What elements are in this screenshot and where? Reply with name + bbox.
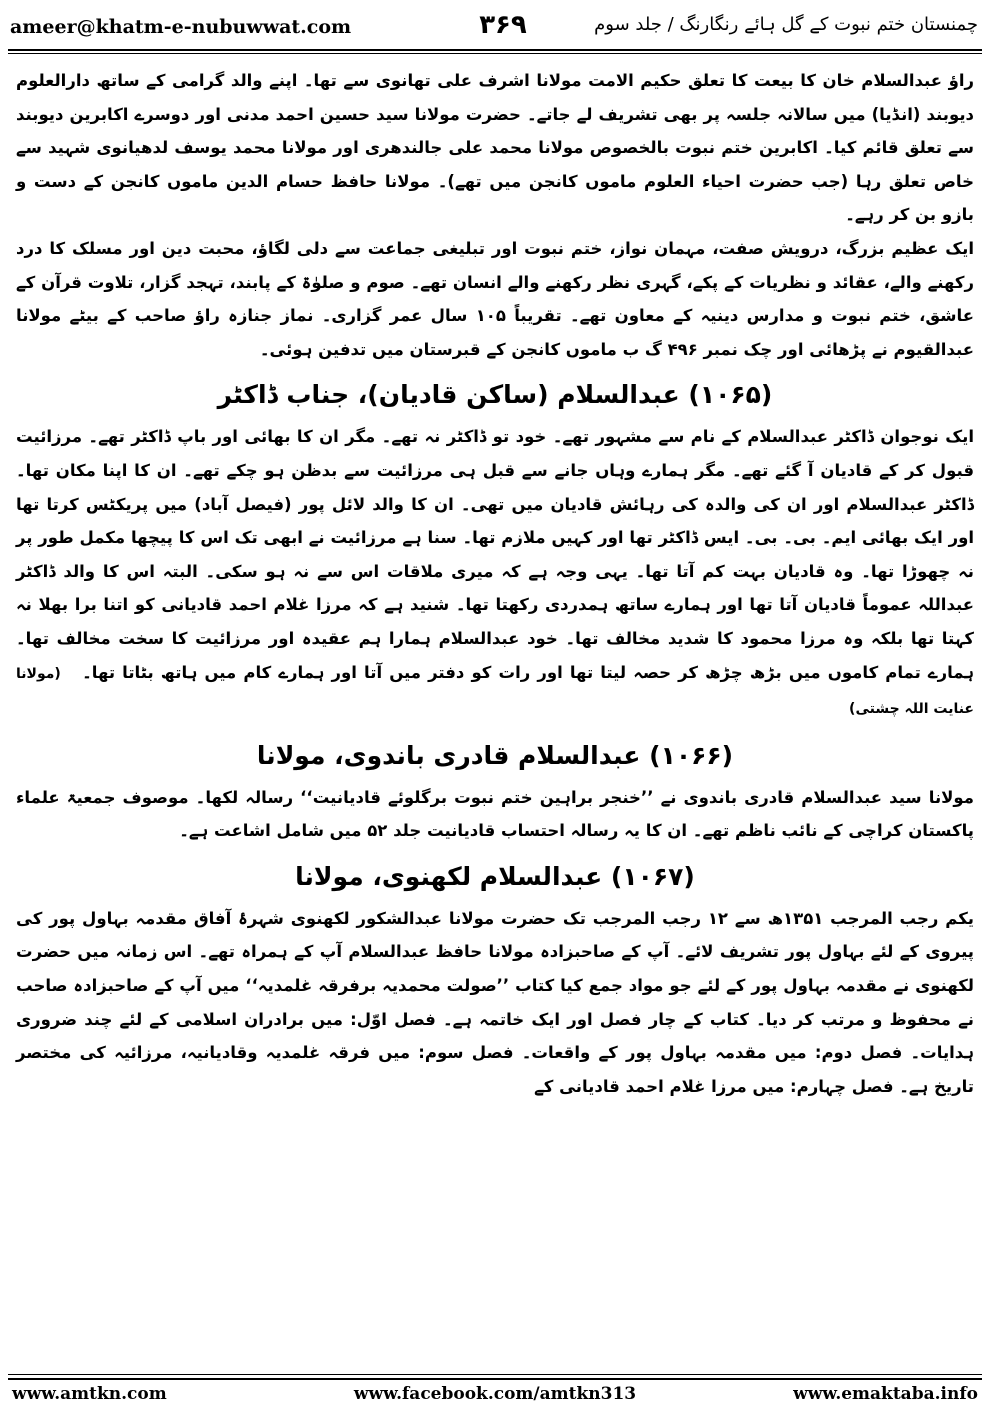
page-body [16,64,974,1103]
book-title: چمنستان ختم نبوت کے گل ہائے رنگارنگ / جلد سوم [594,14,978,35]
header-divider-thin [8,53,982,54]
paragraph-text: ایک نوجوان ڈاکٹر عبدالسلام کے نام سے مشہور تھے۔ خود تو ڈاکٹر نہ تھے۔ مگر ان کا بھائی اور باپ ڈاکٹر تھے۔ مرزائیت قبول کر کے قادیان آ گئے تھے۔ مگر ہمارے وہاں جانے سے قبل ہی مرزائیت سے بدظن ہو چکے تھے۔ ان کا اپنا مکان تھا۔ ڈاکٹر عبدالسلام اور ان کی والدہ کی رہائش قادیان میں تھی۔ ان کا والد لائل پور (فیصل آباد) میں پریکٹس کرتا تھا اور ایک بھائی ایم۔ بی۔ بی۔ ایس ڈاکٹر تھا اور کہیں ملازم تھا۔ سنا ہے مرزائیت نے ابھی تک اس کا پیچھا مکمل طور پر نہ چھوڑا تھا۔ وہ قادیان بہت کم آتا تھا۔ یہی وجہ ہے کہ میری ملاقات اس سے نہ ہو سکی۔ البتہ اس کا والد ڈاکٹر عبداللہ عموماً قادیان آتا تھا اور ہمارے ساتھ ہمدردی رکھتا تھا۔ شنید ہے کہ مرزا غلام احمد قادیانی کو اتنا برا بھلا نہ کہتا تھا بلکہ وہ مرزا محمود کا شدید مخالف تھا۔ خود عبدالسلام ہمارا ہم عقیدہ اور مرزائیت کا سخت مخالف تھا۔ ہمارے تمام کاموں میں بڑھ چڑھ کر حصہ لیتا تھا اور رات کو دفتر میں آتا اور ہمارے کام میں ہاتھ بٹاتا تھا۔ [16,427,975,682]
paragraph-dr-abdussalam-qadian [16,420,974,726]
page-header [8,8,982,46]
page-number: ۳۶۹ [479,10,527,40]
page-footer [8,1384,982,1414]
paragraph-abdussalam-lakhnavi: یکم رجب المرجب ۱۳۵۱ھ سے ۱۲ رجب المرجب تک حضرت مولانا عبدالشکور لکھنوی شہرۂ آفاق مقدمہ بہاول پور کی پیروی کے لئے بہاول پور تشریف لائے۔ آپ کے صاحبزادہ مولانا حافظ عبدالسلام آپ کے ہمراہ تھے۔ اس زمانہ میں حضرت لکھنوی نے مقدمہ بہاول پور کے لئے جو مواد جمع کیا کتاب ’’صولت محمدیہ برفرقہ غلمدیہ‘‘ میں آپ کے صاحبزادہ صاحب نے محفوظ و مرتب کر دیا۔ کتاب کے چار فصل اور ایک خاتمہ ہے۔ فصل اوّل: میں برادران اسلامی کے لئے چند ضروری ہدایات۔ فصل دوم: میں مقدمہ بہاول پور کے واقعات۔ فصل سوم: میں فرقہ غلمدیہ وقادیانیہ، مرزائیہ کی مختصر تاریخ ہے۔ فصل چہارم: میں مرزا غلام احمد قادیانی کے [16,908,974,1096]
footer-link-amtkn[interactable]: www.amtkn.com [12,1384,167,1404]
footer-link-emaktaba[interactable]: www.emaktaba.info [793,1384,978,1404]
paragraph-abdussalam-qadri-bandvi: مولانا سید عبدالسلام قادری باندوی نے ’’خنجر براہین ختم نبوت برگلوئے قادیانیت‘‘ رسالہ لکھا۔ موصوف جمعیۃ علماء پاکستان کراچی کے نائب ناظم تھے۔ ان کا یہ رسالہ احتساب قادیانیت جلد ۵۲ میں شامل اشاعت ہے۔ [16,787,974,841]
entry-heading-1065: (۱۰۶۵) عبدالسلام (ساکن قادیان)، جناب ڈاکٹر [217,380,773,410]
paragraph-rao-abdussalam-bayat: راؤ عبدالسلام خان کا بیعت کا تعلق حکیم الامت مولانا اشرف علی تھانوی سے تھا۔ اپنے والد گرامی کے ساتھ دارالعلوم دیوبند (انڈیا) میں سالانہ جلسہ پر بھی تشریف لے جاتے۔ حضرت مولانا سید حسین احمد مدنی اور دوسرے اکابرین دیوبند سے تعلق قائم کیا۔ اکابرین ختم نبوت بالخصوص مولانا محمد علی جالندھری اور مولانا محمد یوسف لدھیانوی شہید سے خاص تعلق رہا (جب حضرت احیاء العلوم ماموں کانجن میں تھے)۔ مولانا حافظ حسام الدین ماموں کانجن کے دست و بازو بن کر رہے۔ [16,71,974,225]
entry-heading-1066: (۱۰۶۶) عبدالسلام قادری باندوی، مولانا [256,740,734,770]
footer-divider-thin [8,1374,982,1375]
footer-link-facebook[interactable]: www.facebook.com/amtkn313 [353,1384,637,1404]
header-divider [8,49,982,51]
header-email: ameer@khatm-e-nubuwwat.com [10,16,352,38]
entry-heading-1067: (۱۰۶۷) عبدالسلام لکھنوی، مولانا [295,861,695,891]
footer-divider [8,1378,982,1380]
paragraph-rao-abdussalam-character: ایک عظیم بزرگ، درویش صفت، مہمان نواز، ختم نبوت اور تبلیغی جماعت سے دلی لگاؤ، محبت دین اور مسلک کا درد رکھنے والے، عقائد و نظریات کے پکے، گہری نظر رکھنے والے انسان تھے۔ صوم و صلوٰۃ کے پابند، تہجد گزار، تلاوت قرآن کے عاشق، ختم نبوت و مدارس دینیہ کے معاون تھے۔ تقریباً ۱۰۵ سال عمر گزاری۔ نماز جنازہ راؤ صاحب کے بیٹے مولانا عبدالقیوم نے پڑھائی اور چک نمبر ۴۹۶ گ ب ماموں کانجن کے قبرستان میں تدفین ہوئی۔ [16,238,974,359]
attribution-signature: (مولانا عنایت اللہ چشتی) [16,665,974,718]
